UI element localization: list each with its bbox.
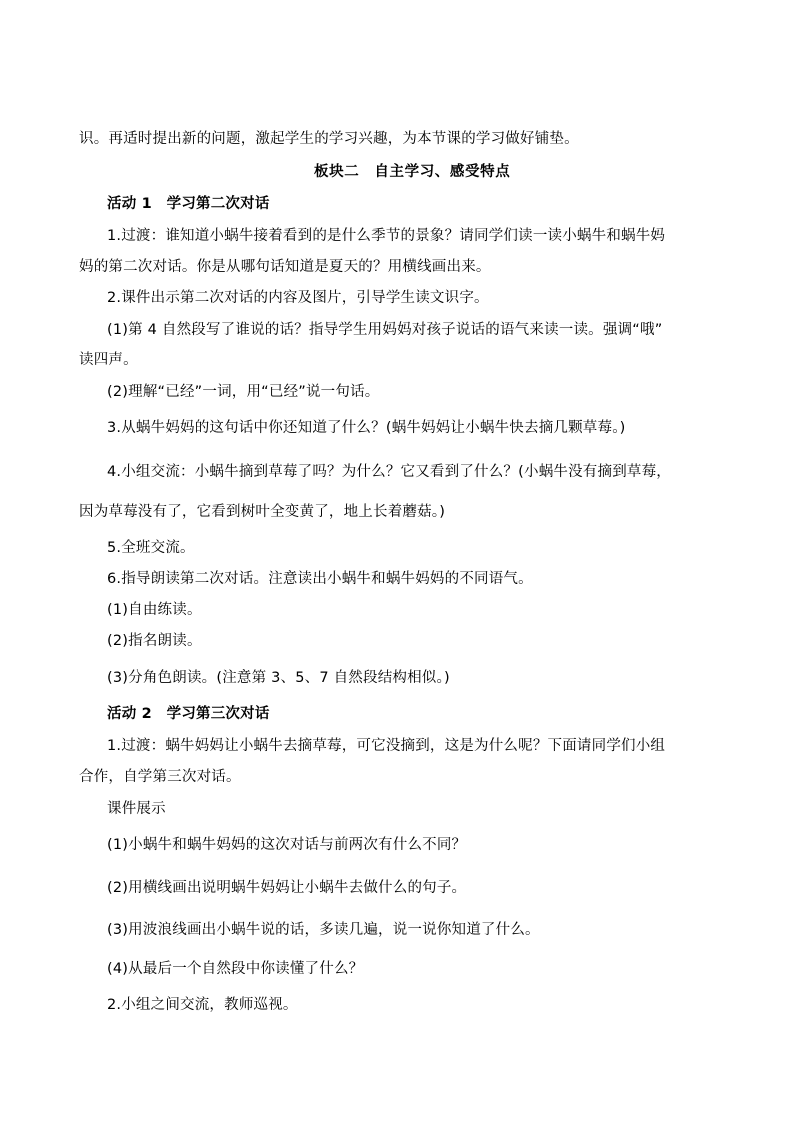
paragraph-line: 4.小组交流：小蜗牛摘到草莓了吗？为什么？它又看到了什么？(小蜗牛没有摘到草莓， <box>107 464 671 480</box>
paragraph-line: (2)理解“已经”一词，用“已经”说一句话。 <box>107 384 380 400</box>
paragraph-line: 3.从蜗牛妈妈的这句话中你还知道了什么？(蜗牛妈妈让小蜗牛快去摘几颗草莓。) <box>107 420 626 436</box>
paragraph-line: 妈的第二次对话。你是从哪句话知道是夏天的？用横线画出来。 <box>79 259 491 275</box>
paragraph-line: (1)自由练读。 <box>107 602 202 618</box>
paragraph-line: 合作，自学第三次对话。 <box>79 769 241 785</box>
paragraph-line: 2.小组之间交流，教师巡视。 <box>107 997 298 1013</box>
activity-heading: 活动 2 学习第三次对话 <box>107 706 270 722</box>
paragraph-line: 6.指导朗读第二次对话。注意读出小蜗牛和蜗牛妈妈的不同语气。 <box>107 571 533 587</box>
activity-heading: 活动 1 学习第二次对话 <box>107 196 270 212</box>
paragraph-line: 课件展示 <box>107 801 166 817</box>
paragraph-line: (3)用波浪线画出小蜗牛说的话，多读几遍，说一说你知道了什么。 <box>107 922 540 938</box>
paragraph-line: 1.过渡：蜗牛妈妈让小蜗牛去摘草莓，可它没摘到，这是为什么呢？下面请同学们小组 <box>107 738 666 754</box>
paragraph-line: (1)第 4 自然段写了谁说的话？指导学生用妈妈对孩子说话的语气来读一读。强调“哦” <box>107 322 663 338</box>
paragraph-line: (2)指名朗读。 <box>107 633 202 649</box>
paragraph-line: 读四声。 <box>79 352 138 368</box>
paragraph-line: (4)从最后一个自然段中你读懂了什么？ <box>107 961 364 977</box>
paragraph-line: (2)用横线画出说明蜗牛妈妈让小蜗牛去做什么的句子。 <box>107 880 467 896</box>
paragraph-line: 1.过渡：谁知道小蜗牛接着看到的是什么季节的景象？请同学们读一读小蜗牛和蜗牛妈 <box>107 228 666 244</box>
section-heading: 板块二 自主学习、感受特点 <box>314 164 511 180</box>
paragraph-line: 识。再适时提出新的问题，激起学生的学习兴趣，为本节课的学习做好铺垫。 <box>79 131 579 147</box>
paragraph-line: (1)小蜗牛和蜗牛妈妈的这次对话与前两次有什么不同？ <box>107 837 467 853</box>
paragraph-line: 5.全班交流。 <box>107 540 195 556</box>
paragraph-line: 2.课件出示第二次对话的内容及图片，引导学生读文识字。 <box>107 290 489 306</box>
paragraph-line: 因为草莓没有了，它看到树叶全变黄了，地上长着蘑菇。) <box>79 504 446 520</box>
paragraph-line: (3)分角色朗读。(注意第 3、5、7 自然段结构相似。) <box>107 670 450 686</box>
